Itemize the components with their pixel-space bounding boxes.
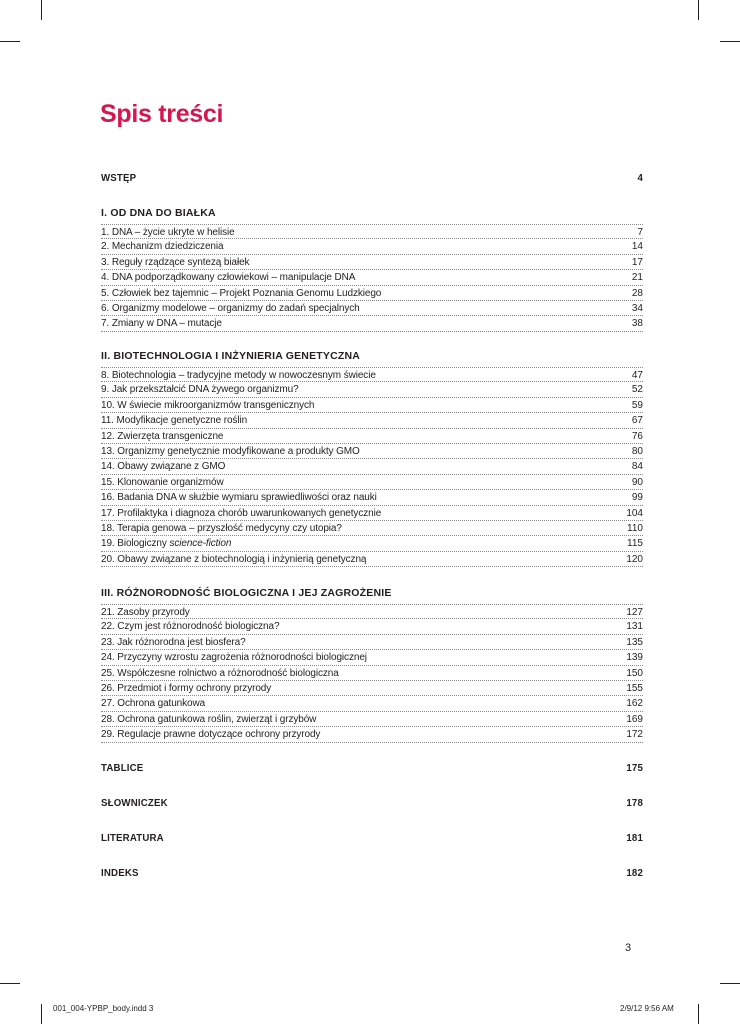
entry-list — [101, 224, 643, 332]
entry-page: 182 — [626, 867, 644, 879]
entry-list — [101, 604, 643, 743]
entry-label — [101, 459, 225, 474]
entry-label-text: 10. W świecie mikroorganizmów transgenicznych — [101, 399, 315, 411]
entry-page: 115 — [627, 538, 643, 550]
entry-label-text: 29. Regulacje prawne dotyczące ochrony przyrody — [101, 729, 321, 741]
entry-page: 104 — [626, 507, 643, 519]
toc-major-entry — [101, 172, 643, 184]
entry-page: 99 — [631, 492, 643, 504]
crop-mark — [41, 1004, 42, 1024]
toc-entry — [101, 696, 643, 711]
entry-label — [101, 521, 342, 536]
toc-entry — [101, 666, 643, 681]
entry-label-text: 5. Człowiek bez tajemnic – Projekt Poznania Genomu Ludzkiego — [101, 287, 382, 299]
toc-entry — [101, 459, 643, 474]
toc-entry — [101, 536, 643, 551]
entry-page: 178 — [626, 797, 644, 809]
entry-page: 172 — [626, 729, 643, 741]
crop-mark — [0, 983, 20, 984]
toc-entry — [101, 286, 643, 301]
entry-label-text: 9. Jak przekształcić DNA żywego organizmu? — [101, 384, 299, 396]
entry-label-text: 8. Biotechnologia – tradycyjne metody w nowoczesnym świecie — [101, 370, 376, 381]
toc-entry — [101, 619, 643, 634]
entry-page: 110 — [627, 522, 643, 534]
toc-entry — [101, 382, 643, 397]
entry-label: INDEKS — [101, 867, 139, 879]
toc-entry — [101, 224, 643, 239]
toc-entry — [101, 490, 643, 505]
crop-mark — [698, 1004, 699, 1024]
entry-label-text: 25. Współczesne rolnictwo a różnorodność biologiczna — [101, 667, 339, 679]
toc-entry — [101, 681, 643, 696]
entry-label — [101, 536, 231, 551]
entry-label-text: 14. Obawy związane z GMO — [101, 461, 226, 473]
entry-label — [101, 712, 316, 727]
crop-mark — [720, 983, 740, 984]
entry-page: 90 — [631, 476, 643, 488]
entry-label-text: 22. Czym jest różnorodność biologiczna? — [101, 621, 280, 633]
entry-page: 14 — [631, 241, 643, 253]
entry-label — [101, 398, 314, 413]
entry-label — [101, 475, 224, 490]
entry-label: SŁOWNICZEK — [101, 797, 168, 809]
toc-section — [101, 587, 643, 743]
toc-entry — [101, 270, 643, 285]
entry-page: 38 — [631, 318, 643, 330]
section-heading: I. OD DNA DO BIAŁKA — [101, 207, 216, 219]
entry-page: 34 — [631, 302, 643, 314]
toc-entry — [101, 444, 643, 459]
entry-label — [101, 413, 247, 428]
entry-page: 67 — [631, 415, 643, 427]
entry-label — [101, 619, 279, 634]
toc-entry — [101, 712, 643, 727]
entry-label — [101, 444, 360, 459]
entry-page: 135 — [626, 636, 643, 648]
toc-entry — [101, 398, 643, 413]
entry-label-text: 6. Organizmy modelowe – organizmy do zadań specjalnych — [101, 302, 360, 314]
toc-entry — [101, 521, 643, 536]
toc-entry — [101, 301, 643, 316]
entry-label-text: 11. Modyfikacje genetyczne roślin — [101, 415, 248, 427]
toc-entry — [101, 475, 643, 490]
entry-page: 21 — [631, 272, 643, 284]
entry-label-text: 3. Reguły rządzące syntezą białek — [101, 256, 250, 268]
entry-label-text: 16. Badania DNA w służbie wymiaru sprawiedliwości oraz nauki — [101, 492, 377, 504]
entry-label — [101, 225, 235, 240]
toc-major-entry — [101, 832, 643, 845]
entry-label-italic: science-fiction — [169, 538, 232, 550]
entry-label — [101, 681, 271, 696]
entry-label — [101, 239, 223, 254]
entry-label — [101, 301, 360, 316]
toc-entry — [101, 239, 643, 254]
entry-label — [101, 605, 190, 620]
entry-label — [101, 650, 367, 665]
entry-page: 155 — [626, 682, 643, 694]
entry-label — [101, 552, 366, 567]
toc-major-entry — [101, 867, 643, 880]
toc-back-matter — [101, 762, 643, 880]
toc-entry — [101, 650, 643, 665]
entry-label — [101, 666, 339, 681]
entry-label-text: 23. Jak różnorodna jest biosfera? — [101, 636, 246, 648]
entry-label: WSTĘP — [101, 172, 137, 184]
entry-label-text: 13. Organizmy genetycznie modyfikowane a produkty GMO — [101, 445, 360, 457]
entry-label — [101, 635, 246, 650]
toc-section — [101, 350, 643, 567]
toc-entry — [101, 413, 643, 428]
slug-date: 2/9/12 9:56 AM — [620, 1004, 674, 1013]
entry-label — [101, 270, 355, 285]
entry-page: 131 — [626, 621, 643, 633]
entry-page: 181 — [626, 832, 644, 844]
crop-mark — [720, 41, 740, 42]
entry-page: 84 — [631, 461, 643, 473]
toc-entry — [101, 367, 643, 382]
entry-page: 150 — [626, 667, 643, 679]
entry-label — [101, 506, 381, 521]
entry-label-text: 20. Obawy związane z biotechnologią i inżynierią genetyczną — [101, 553, 367, 565]
entry-label: LITERATURA — [101, 832, 164, 844]
entry-label — [101, 368, 376, 383]
toc-section — [101, 207, 643, 332]
entry-page: 17 — [631, 256, 643, 268]
entry-label-text: 18. Terapia genowa – przyszłość medycyny czy utopia? — [101, 522, 342, 534]
entry-page: 28 — [631, 287, 643, 299]
crop-mark — [0, 41, 20, 42]
entry-label — [101, 286, 381, 301]
slug-file: 001_004-YPBP_body.indd 3 — [53, 1004, 154, 1013]
toc-major-entry — [101, 797, 643, 810]
section-heading: II. BIOTECHNOLOGIA I INŻYNIERIA GENETYCZNA — [101, 350, 361, 362]
entry-label — [101, 255, 249, 270]
page-title: Spis treści — [100, 100, 224, 128]
entry-label-text: 19. Biologiczny — [101, 538, 170, 550]
toc-entry — [101, 552, 643, 567]
entry-label-text: 17. Profilaktyka i diagnoza chorób uwarunkowanych genetycznie — [101, 507, 382, 519]
toc-major-entry — [101, 762, 643, 775]
entry-page: 127 — [626, 607, 643, 618]
entry-page: 162 — [626, 698, 643, 710]
entry-page: 52 — [631, 384, 643, 396]
section-heading: III. RÓŻNORODNOŚĆ BIOLOGICZNA I JEJ ZAGROŻENIE — [101, 587, 392, 599]
crop-mark — [698, 0, 699, 20]
entry-label-text: 1. DNA – życie ukryte w helisie — [101, 227, 235, 238]
entry-label-text: 15. Klonowanie organizmów — [101, 476, 224, 488]
entry-label-text: 27. Ochrona gatunkowa — [101, 698, 206, 710]
entry-page: 59 — [631, 399, 643, 411]
entry-page: 47 — [631, 370, 643, 381]
entry-label — [101, 727, 320, 742]
toc-entry — [101, 316, 643, 331]
entry-label-text: 7. Zmiany w DNA – mutacje — [101, 318, 222, 330]
entry-page: 76 — [631, 430, 643, 442]
entry-label-text: 24. Przyczyny wzrostu zagrożenia różnorodności biologicznej — [101, 652, 367, 664]
entry-label — [101, 316, 222, 331]
toc-entry — [101, 506, 643, 521]
entry-label — [101, 429, 223, 444]
crop-mark — [41, 0, 42, 20]
entry-label — [101, 382, 299, 397]
toc-entry — [101, 255, 643, 270]
toc-entry — [101, 429, 643, 444]
entry-label-text: 21. Zasoby przyrody — [101, 607, 190, 618]
entry-list — [101, 367, 643, 567]
entry-page: 80 — [631, 445, 643, 457]
entry-page: 120 — [626, 553, 643, 565]
entry-label: TABLICE — [101, 762, 144, 774]
entry-label — [101, 696, 205, 711]
entry-label — [101, 490, 377, 505]
entry-label-text: 2. Mechanizm dziedziczenia — [101, 241, 224, 253]
entry-label-text: 12. Zwierzęta transgeniczne — [101, 430, 224, 442]
toc-intro — [101, 172, 643, 184]
entry-page: 4 — [637, 172, 644, 184]
entry-page: 139 — [626, 652, 643, 664]
entry-page: 175 — [626, 762, 644, 774]
toc-entry — [101, 604, 643, 619]
toc-entry — [101, 635, 643, 650]
entry-label-text: 26. Przedmiot i formy ochrony przyrody — [101, 682, 272, 694]
entry-label-text: 28. Ochrona gatunkowa roślin, zwierząt i grzybów — [101, 713, 317, 725]
entry-page: 7 — [637, 227, 643, 238]
entry-label-text: 4. DNA podporządkowany człowiekowi – manipulacje DNA — [101, 272, 356, 284]
page-number: 3 — [625, 942, 632, 954]
toc-entry — [101, 727, 643, 742]
entry-page: 169 — [626, 713, 643, 725]
